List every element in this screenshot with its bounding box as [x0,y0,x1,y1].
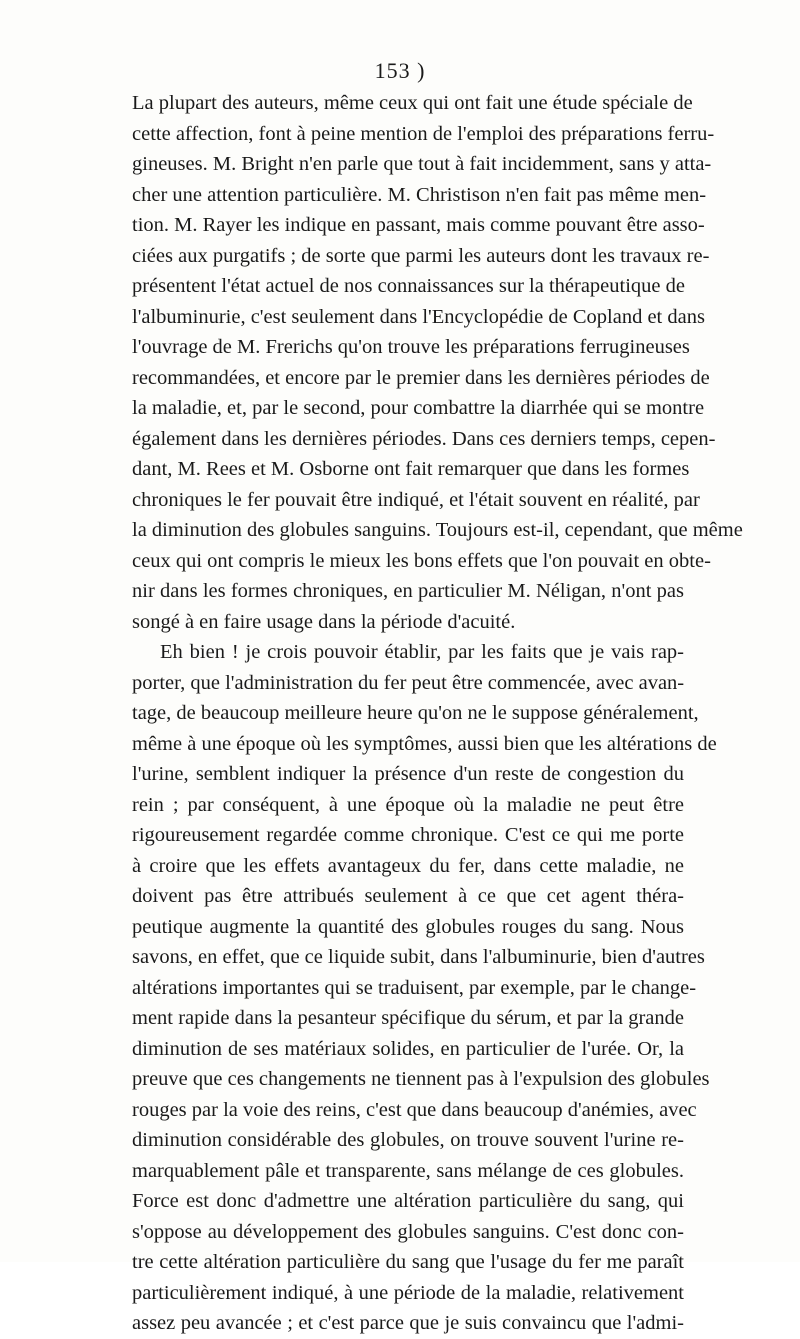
paragraph-1 [132,88,743,637]
text-line: altérations importantes qui se traduisent, par exemple, par le change- [132,976,697,999]
text-line: même à une époque où les symptômes, aussi bien que les altérations de [132,732,717,755]
text-line: peutique augmente la quantité des globules rouges du sang. Nous [132,915,684,938]
text-line: l'albuminurie, c'est seulement dans l'Encyclopédie de Copland et dans [132,305,705,328]
text-line: doivent pas être attribués seulement à ce que cet agent théra- [132,885,684,907]
text-line: tion. M. Rayer les indique en passant, mais comme pouvant être asso- [132,214,705,236]
paragraph-2 [132,637,717,1339]
text-line: la diminution des globules sanguins. Toujours est-il, cependant, que même [132,519,743,541]
text-line: assez peu avancée ; et c'est parce que je suis convaincu que l'admi- [132,1312,684,1334]
text-line: diminution considérable des globules, on trouve souvent l'urine re- [132,1129,684,1151]
text-line: rein ; par conséquent, à une époque où la maladie ne peut être [132,793,684,816]
text-line: présentent l'état actuel de nos connaissances sur la thérapeutique de [132,275,685,297]
text-line: cette affection, font à peine mention de l'emploi des préparations ferru- [132,122,715,145]
text-line: ment rapide dans la pesanteur spécifique du sérum, et par la grande [132,1007,684,1029]
text-line: la maladie, et, par le second, pour combattre la diarrhée qui se montre [132,397,705,419]
text-line: également dans les dernières périodes. Dans ces derniers temps, cepen- [132,427,716,450]
text-line: ceux qui ont compris le mieux les bons effets que l'on pouvait en obte- [132,549,711,572]
text-line: chroniques le fer pouvait être indiqué, et l'était souvent en réalité, par [132,488,700,511]
text-line: marquablement pâle et transparente, sans mélange de ces globules. [132,1159,684,1182]
text-line: preuve que ces changements ne tiennent pas à l'expulsion des globules [132,1068,710,1090]
text-line: Eh bien ! je crois pouvoir établir, par les faits que je vais rap- [160,641,684,663]
text-line: dant, M. Rees et M. Osborne ont fait remarquer que dans les formes [132,458,690,480]
text-line: l'urine, semblent indiquer la présence d'un reste de congestion du [132,763,684,785]
body-text [132,88,743,1339]
text-line: rouges par la voie des reins, c'est que dans beaucoup d'anémies, avec [132,1098,697,1121]
text-line: La plupart des auteurs, même ceux qui ont fait une étude spéciale de [132,92,693,114]
text-line: ciées aux purgatifs ; de sorte que parmi les auteurs dont les travaux re- [132,244,710,267]
text-line: recommandées, et encore par le premier dans les dernières périodes de [132,366,710,389]
text-line: cher une attention particulière. M. Christison n'en fait pas même men- [132,183,707,206]
text-line: savons, en effet, que ce liquide subit, dans l'albuminurie, bien d'autres [132,946,705,968]
text-line: nir dans les formes chroniques, en particulier M. Néligan, n'ont pas [132,580,684,602]
text-line: songé à en faire usage dans la période d'acuité. [132,610,516,633]
text-line: porter, que l'administration du fer peut être commencée, avec avan- [132,671,685,694]
page-number: 153 ) [374,58,426,83]
text-line: tage, de beaucoup meilleure heure qu'on ne le suppose généralement, [132,702,699,724]
text-line: tre cette altération particulière du sang que l'usage du fer me paraît [132,1251,684,1273]
text-line: à croire que les effets avantageux du fer, dans cette maladie, ne [132,854,684,877]
text-line: rigoureusement regardée comme chronique. C'est ce qui me porte [132,824,684,846]
text-line: particulièrement indiqué, à une période de la maladie, relativement [132,1281,684,1304]
text-line: gineuses. M. Bright n'en parle que tout à fait incidemment, sans y atta- [132,153,712,175]
text-line: s'oppose au développement des globules sanguins. C'est donc con- [132,1220,684,1243]
text-line: diminution de ses matériaux solides, en particulier de l'urée. Or, la [132,1037,684,1060]
text-line: l'ouvrage de M. Frerichs qu'on trouve les préparations ferrugineuses [132,336,690,358]
text-line: Force est donc d'admettre une altération particulière du sang, qui [132,1190,684,1212]
